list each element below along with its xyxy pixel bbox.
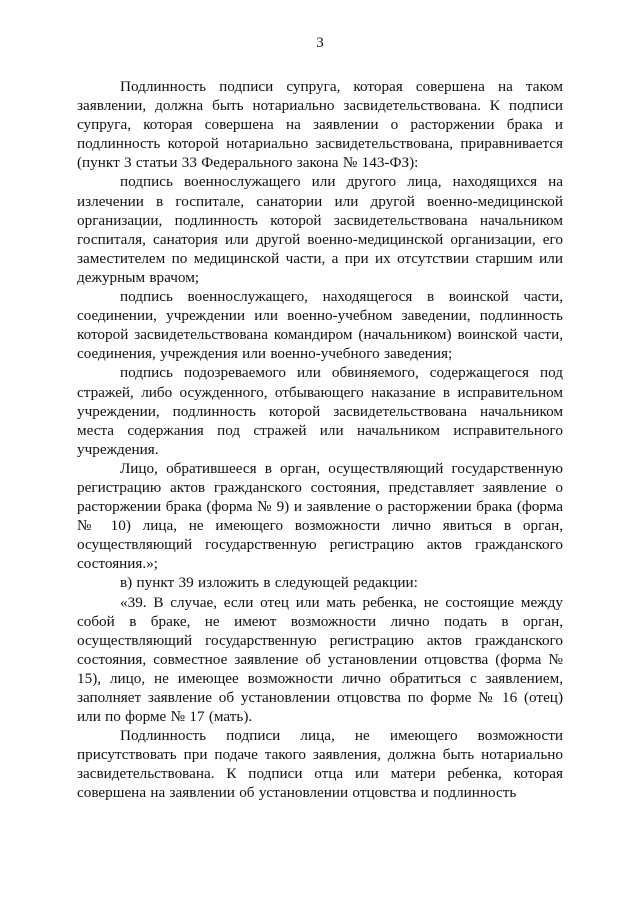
- paragraph-divorce-application: Лицо, обратившееся в орган, осуществляющий государственную регистрацию актов гражданского состояния, представляет заявление о расторжении брака (форма № 9) и заявление о расторжении брака (форма № 10) лица, не имеющего возможности лично явиться в орган, осуществляющий государственную регистрацию актов гражданского состояния.»;: [77, 459, 563, 573]
- paragraph-item-39-intro: в) пункт 39 изложить в следующей редакции:: [120, 574, 418, 592]
- page-number: 3: [316, 35, 324, 51]
- paragraph-paternity-signature: Подлинность подписи лица, не имеющего возможности присутствовать при подаче такого заявления, должна быть нотариально засвидетельствована. К подписи отца или матери ребенка, которая совершена на заявлении об установлении отцовства и подлинность: [77, 727, 563, 802]
- paragraph-military-unit-signature: подпись военнослужащего, находящегося в воинской части, соединении, учреждении или военно-учебном заведении, подлинность которой засвидетельствована командиром (начальником) воинской части, соединения, учреждения или военно-учебного заведения;: [77, 288, 563, 363]
- paragraph-detainee-signature: подпись подозреваемого или обвиняемого, содержащегося под стражей, либо осужденного, отбывающего наказание в исправительном учреждении, подлинность которой засвидетельствована начальником места содержания под стражей или начальником исправительного учреждения.: [77, 364, 563, 458]
- paragraph-hospital-signature: подпись военнослужащего или другого лица, находящихся на излечении в госпитале, санатории или другой военно-медицинской организации, подлинность которой засвидетельствована начальником госпиталя, санатория или другой военно-медицинской организации, его заместителем по медицинской части, а при их отсутствии старшим или дежурным врачом;: [77, 173, 563, 286]
- paragraph-signature-authenticity: Подлинность подписи супруга, которая совершена на таком заявлении, должна быть нотариально засвидетельствована. К подписи супруга, которая совершена на заявлении о расторжении брака и подлинность которой нотариально засвидетельствована, приравнивается (пункт 3 статьи 33 Федерального закона № 143-ФЗ):: [77, 78, 563, 172]
- document-body: [77, 77, 563, 803]
- paragraph-item-39-text: «39. В случае, если отец или мать ребенка, не состоящие между собой в браке, не имеют возможности лично подать в орган, осуществляющий государственную регистрацию актов гражданского состояния, совместное заявление об установлении отцовства (форма № 15), лицо, не имеющее возможности лично обратиться с заявлением, заполняет заявление об установлении отцовства по форме № 16 (отец) или по форме № 17 (мать).: [77, 593, 563, 726]
